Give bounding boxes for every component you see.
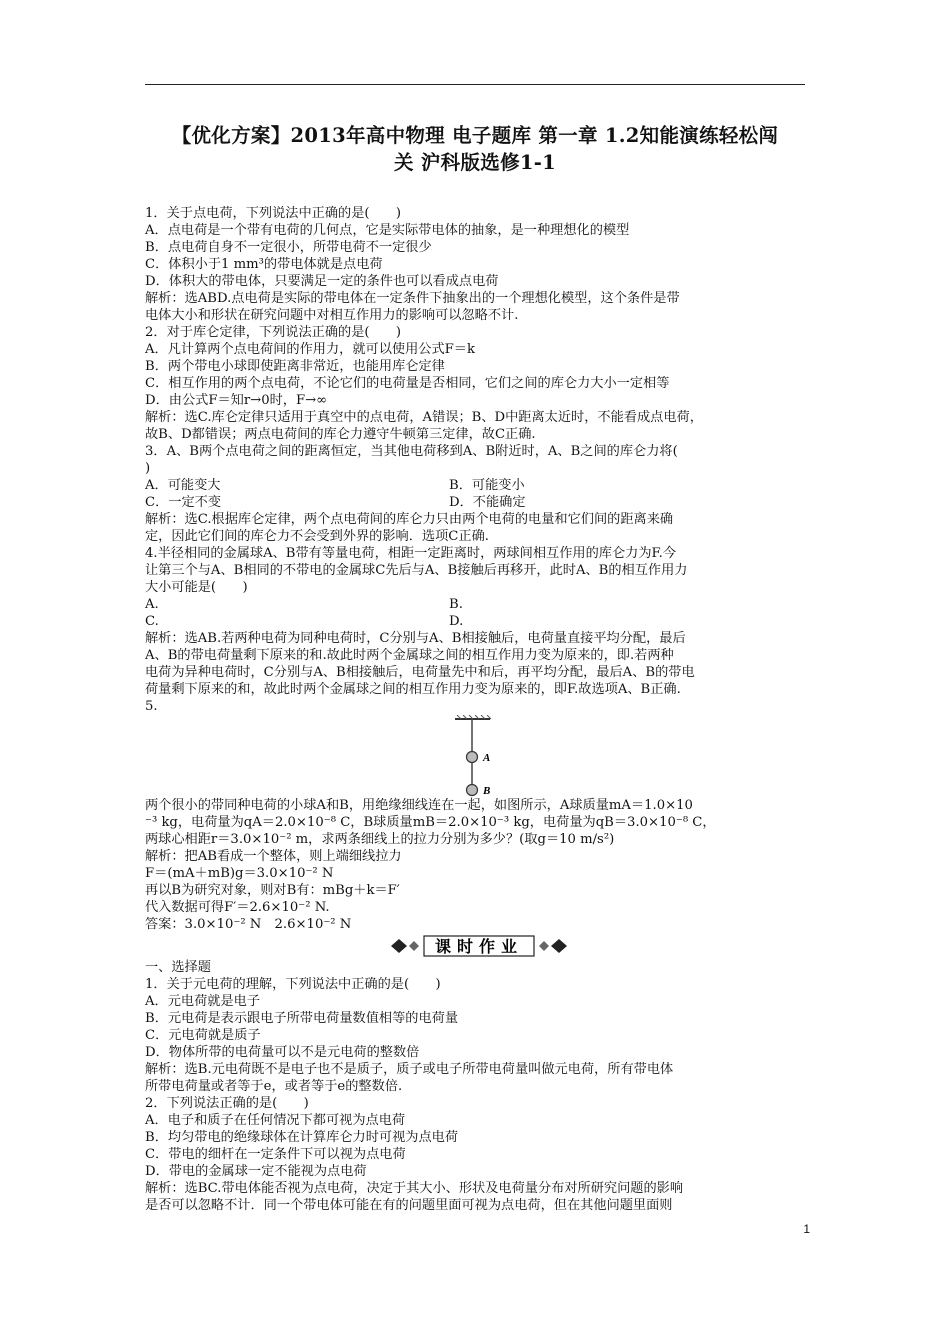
text-line: 4.半径相同的金属球A、B带有等量电荷，相距一定距离时，两球间相互作用的库仑力为F.今	[145, 546, 677, 561]
text-line: A．点电荷是一个带有电荷的几何点，它是实际带电体的抽象，是一种理想化的模型	[145, 223, 630, 238]
text-line: F＝(mA＋mB)g＝3.0×10⁻² N	[145, 866, 334, 881]
text-line: B．均匀带电的绝缘球体在计算库仑力时可视为点电荷	[145, 1130, 459, 1145]
text-line: D．体积大的带电体，只要满足一定的条件也可以看成点电荷	[145, 274, 499, 289]
ceiling-mount	[455, 715, 491, 719]
text-line: 1．关于点电荷，下列说法中正确的是( )	[145, 206, 402, 221]
text-line: )	[145, 461, 151, 476]
left-diamond-icon	[391, 939, 407, 953]
banner-graphic	[369, 934, 589, 958]
label-b: B	[483, 785, 491, 797]
ball-a	[467, 752, 478, 763]
text-line: C．带电的细杆在一定条件下可以视为点电荷	[145, 1147, 406, 1162]
text-line: 定，因此它们间的库仑力不会受到外界的影响．选项C正确.	[145, 529, 489, 544]
text-line: 电体大小和形状在研究问题中对相互作用力的影响可以忽略不计.	[145, 308, 519, 323]
option-text: D．不能确定	[449, 495, 526, 510]
text-line: 故B、D都错误；两点电荷间的库仑力遵守牛顿第三定律，故C正确.	[145, 427, 536, 442]
section-practice-3	[145, 630, 813, 715]
option-row	[145, 494, 813, 511]
page-number: 1	[803, 1222, 810, 1236]
text-line: 1．关于元电荷的理解，下列说法中正确的是( )	[145, 977, 441, 992]
text-line: A．元电荷就是电子	[145, 994, 261, 1009]
text-line: 解析：选C.库仑定律只适用于真空中的点电荷，A错误；B、D中距离太近时，不能看成点电荷，	[145, 410, 703, 425]
text-line: 解析：选AB.若两种电荷为同种电荷时，C分别与A、B相接触后，电荷量直接平均分配，最后	[145, 631, 686, 646]
text-line: 大小可能是( )	[145, 580, 248, 595]
text-line: 一、选择题	[145, 960, 211, 975]
right-small-diamond-icon	[539, 941, 549, 951]
title-line: 关 沪科版选修1-1	[393, 151, 557, 174]
option-text: B．可能变小	[449, 478, 525, 493]
section-banner	[145, 933, 813, 959]
section-practice-1	[145, 205, 813, 477]
option-text: C．一定不变	[145, 495, 222, 510]
text-line: 解析：选B.元电荷既不是电子也不是质子，质子或电子所带电荷量叫做元电荷，所有带电体	[145, 1062, 674, 1077]
option-text: A.	[145, 597, 159, 612]
pendulum-diagram	[145, 715, 813, 797]
left-small-diamond-icon	[409, 941, 419, 951]
text-line: B．元电荷是表示跟电子所带电荷量数值相等的电荷量	[145, 1011, 459, 1026]
text-line: C．相互作用的两个点电荷，不论它们的电荷量是否相同，它们之间的库仑力大小一定相等	[145, 376, 670, 391]
text-line: 让第三个与A、B相同的不带电的金属球C先后与A、B接触后再移开，此时A、B的相互作用力	[145, 563, 688, 578]
label-a: A	[483, 752, 491, 764]
ball-b	[467, 785, 478, 796]
text-line: A．凡计算两个点电荷间的作用力，就可以使用公式F＝k	[145, 342, 475, 357]
text-line: A、B的带电荷量剩下原来的和.故此时两个金属球之间的相互作用力变为原来的，即.若两种	[145, 648, 674, 663]
text-line: 答案：3.0×10⁻² N 2.6×10⁻² N	[145, 917, 352, 932]
section-practice-4	[145, 797, 813, 933]
text-line: 两球心相距r＝3.0×10⁻² m，求两条细线上的拉力分别为多少？(取g＝10 m/s²)	[145, 832, 615, 847]
text-line: 3．A、B两个点电荷之间的距离恒定，当其他电荷移到A、B附近时，A、B之间的库仑力将(	[145, 444, 678, 459]
option-row	[145, 596, 813, 613]
section-practice-2	[145, 511, 813, 596]
text-line: 两个很小的带同种电荷的小球A和B，用绝缘细线连在一起，如图所示，A球质量mA＝1.0×10	[145, 798, 693, 813]
document-title	[130, 122, 820, 176]
option-text: B.	[449, 597, 463, 612]
text-line: 再以B为研究对象，则对B有：mBg＋k＝F′	[145, 883, 400, 898]
title-line: 【优化方案】2013年高中物理 电子题库 第一章 1.2知能演练轻松闯	[171, 124, 779, 147]
banner-title: 课时作业	[434, 937, 524, 956]
text-line: 代入数据可得F′＝2.6×10⁻² N.	[145, 900, 330, 915]
text-line: D．物体所带的电荷量可以不是元电荷的整数倍	[145, 1045, 420, 1060]
text-line: 解析：选C.根据库仑定律，两个点电荷间的库仑力只由两个电荷的电量和它们间的距离来确	[145, 512, 674, 527]
q4-options	[145, 596, 813, 630]
document-body	[145, 205, 813, 1214]
text-line: B．两个带电小球即使距离非常近，也能用库仑定律	[145, 359, 445, 374]
text-line: 解析：把AB看成一个整体，则上端细线拉力	[145, 849, 402, 864]
text-line: 荷量剩下原来的和，故此时两个金属球之间的相互作用力变为原来的，即F.故选项A、B正确.	[145, 682, 681, 697]
right-diamond-icon	[551, 939, 567, 953]
text-line: C．元电荷就是质子	[145, 1028, 261, 1043]
text-line: 所带电荷量或者等于e，或者等于e的整数倍.	[145, 1079, 403, 1094]
text-line: 电荷为异种电荷时，C分别与A、B相接触后，电荷量先中和后，再平均分配，最后A、B的带电	[145, 665, 695, 680]
section-homework	[145, 959, 813, 1214]
text-line: B．点电荷自身不一定很小，所带电荷不一定很少	[145, 240, 432, 255]
option-row	[145, 477, 813, 494]
option-row	[145, 613, 813, 630]
text-line: ⁻³ kg，电荷量为qA＝2.0×10⁻⁸ C，B球质量mB＝2.0×10⁻³ kg，电荷量为qB＝3.0×10⁻⁸ C，	[145, 815, 716, 830]
text-line: D．带电的金属球一定不能视为点电荷	[145, 1164, 367, 1179]
option-text: D.	[449, 614, 464, 629]
option-text: C.	[145, 614, 159, 629]
text-line: 解析：选ABD.点电荷是实际的带电体在一定条件下抽象出的一个理想化模型，这个条件是带	[145, 291, 680, 306]
header-rule	[145, 84, 805, 85]
text-line: A．电子和质子在任何情况下都可视为点电荷	[145, 1113, 406, 1128]
text-line: C．体积小于1 mm³的带电体就是点电荷	[145, 257, 383, 272]
text-line: 5.	[145, 699, 158, 714]
text-line: 是否可以忽略不计．同一个带电体可能在有的问题里面可视为点电荷，但在其他问题里面则	[145, 1198, 673, 1213]
text-line: 解析：选BC.带电体能否视为点电荷，决定于其大小、形状及电荷量分布对所研究问题的影响	[145, 1181, 684, 1196]
pendulum-figure	[145, 715, 813, 797]
option-text: A．可能变大	[145, 478, 221, 493]
text-line: 2．下列说法正确的是( )	[145, 1096, 309, 1111]
text-line: 2．对于库仑定律，下列说法正确的是( )	[145, 325, 402, 340]
q3-options	[145, 477, 813, 511]
text-line: D．由公式F＝知r→0时，F→∞	[145, 393, 328, 408]
